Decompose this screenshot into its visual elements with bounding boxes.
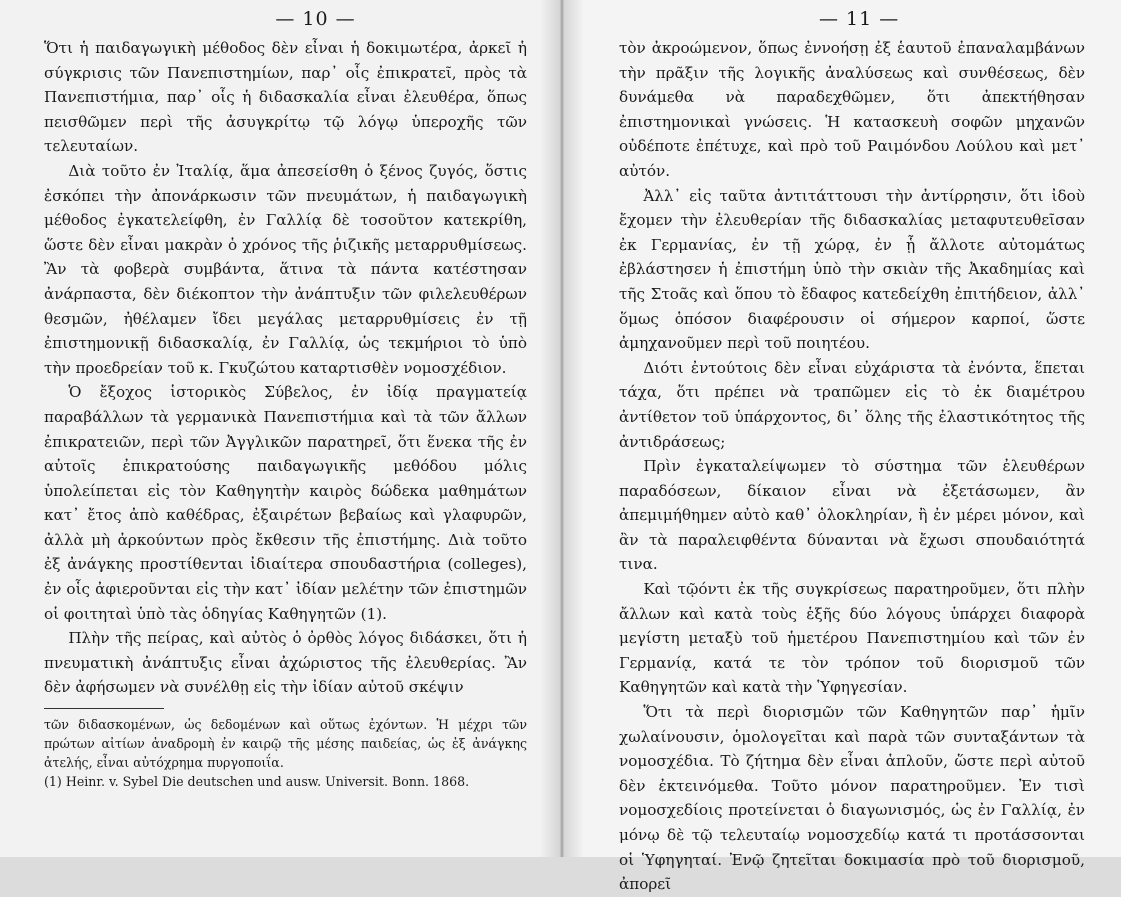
paragraph: Ὅτι τὰ περὶ διορισμῶν τῶν Καθηγητῶν παρ᾽ ἡμῖν χωλαίνουσιν, ὁμολογεῖται καὶ παρὰ τῶν συνταξάντων τὰ νομοσχέδια. Τὸ ζήτημα δὲν εἶναι ἁπλοῦν, ὥστε περὶ αὐτοῦ δὲν ἐκτεινόμεθα. Τοῦτο μόνον παρατηροῦμεν. Ἐν τισὶ νομοσχεδίοις προτείνεται ὁ διαγωνισμός, ὡς ἐν Γαλλίᾳ, ἐν μόνῳ δὲ τῷ τελευταίῳ νομοσχεδίῳ κατά τι προτάσσονται οἱ Ὑφηγηταί. Ἐνῷ ζητεῖται δοκιμασία πρὸ τοῦ διορισμοῦ, ἀπορεῖ xyxy=(619,703,1085,894)
footnotes xyxy=(44,715,527,791)
footnote: τῶν διδασκομένων, ὡς δεδομένων καὶ οὕτως ἐχόντων. Ἡ μέχρι τῶν πρώτων αἰτίων ἀναδρομὴ ἐν καιρῷ τῆς μέσης παιδείας, ὡς ἐξ ἀνάγκης ἀτελής, εἶναι αὐτόχρημα πυργοποιΐα. xyxy=(44,717,527,771)
paragraph: Διότι ἐντούτοις δὲν εἶναι εὐχάριστα τὰ ἐνόντα, ἕπεται τάχα, ὅτι πρέπει νὰ τραπῶμεν εἰς τὸ ἐκ διαμέτρου ἀντίθετον τοῦ ὑπάρχοντος, δι᾽ ὅλης τῆς ἐλαστικότητος τῆς ἀντιδράσεως; xyxy=(619,358,1085,451)
footnote-divider xyxy=(44,708,164,709)
paragraph: Καὶ τῷόντι ἐκ τῆς συγκρίσεως παρατηροῦμεν, ὅτι πλὴν ἄλλων καὶ κατὰ τοὺς ἑξῆς δύο λόγους ὑπάρχει διαφορὰ μεγίστη μεταξὺ τοῦ ἡμετέρου Πανεπιστημίου καὶ τῶν ἐν Γερμανίᾳ, κατά τε τὸν τρόπον τοῦ διορισμοῦ τῶν Καθηγητῶν καὶ κατὰ τὴν Ὑφηγεσίαν. xyxy=(619,580,1085,697)
paragraph: Πλὴν τῆς πείρας, καὶ αὐτὸς ὁ ὀρθὸς λόγος διδάσκει, ὅτι ἡ πνευματικὴ ἀνάπτυξις εἶναι ἀχώριστος τῆς ἐλευθερίας. Ἂν δὲν ἀφήσωμεν νὰ συνέλθῃ εἰς τὴν ἰδίαν αὐτοῦ σκέψιν xyxy=(44,629,527,697)
paragraph: Ἀλλ᾽ εἰς ταῦτα ἀντιτάττουσι τὴν ἀντίρρησιν, ὅτι ἰδοὺ ἔχομεν τὴν ἐλευθερίαν τῆς διδασκαλίας μεταφυτευθεῖσαν ἐκ Γερμανίας, ἐν τῇ χώρᾳ, ἐν ᾗ ἄλλοτε αὐτομάτως ἐβλάστησεν ἡ ἐπιστήμη ὑπὸ τὴν σκιὰν τῆς Ἀκαδημίας καὶ τῆς Στοᾶς καὶ ὅπου τὸ ἔδαφος κατεδείχθη ἐπιτήδειον, ἀλλ᾽ ὅμως ὁπόσον διαφέρουσιν οἱ σήμερον καρποί, ὥστε ἀμηχανοῦμεν περὶ τοῦ ποιητέου. xyxy=(619,186,1085,353)
page-number: — 10 — xyxy=(275,8,356,30)
body-text xyxy=(619,36,1085,897)
paragraph: Διὰ τοῦτο ἐν Ἰταλίᾳ, ἅμα ἀπεσείσθη ὁ ξένος ζυγός, ὅστις ἐσκόπει τὴν ἀπονάρκωσιν τῶν πνευμάτων, ἡ παιδαγωγικὴ μέθοδος ἐγκατελείφθη, ἐν Γαλλίᾳ δὲ τοσοῦτον κατεκρίθη, ὥστε δὲν εἶναι μακρὰν ὁ χρόνος τῆς ῥιζικῆς μεταρρυθμίσεως. Ἂν τὰ φοβερὰ συμβάντα, ἅτινα τὰ πάντα κατέστησαν ἀνάρπαστα, δὲν διέκοπτον τὴν ἀνάπτυξιν τῶν φιλελευθέρων θεσμῶν, ἠθέλαμεν ἴδει μεγάλας μεταρρυθμίσεις ἐν τῇ ἐπιστημονικῇ διδασκαλίᾳ, ἐν Γαλλίᾳ, ὡς τεκμήριοι τὸ ὑπὸ τὴν προεδρείαν τοῦ κ. Γκυζώτου καταρτισθὲν νομοσχέδιον. xyxy=(44,161,527,377)
left-page xyxy=(0,0,561,857)
paragraph: Ὁ ἔξοχος ἱστορικὸς Σύβελος, ἐν ἰδίᾳ πραγματείᾳ παραβάλλων τὰ γερμανικὰ Πανεπιστήμια καὶ τὰ τῶν ἄλλων ἐπικρατειῶν, περὶ τῶν Ἀγγλικῶν παρατηρεῖ, ὅτι ἕνεκα τῆς ἐν αὐτοῖς ἐπικρατούσης παιδαγωγικῆς μεθόδου μόλις ὑπολείπεται εἰς τὸν Καθηγητὴν καιρὸς δώδεκα μαθημάτων κατ᾽ ἔτος ἀπὸ καθέδρας, ἐξαιρέτων βεβαίως καὶ γλαφυρῶν, ἀλλὰ μὴ ἀρκούντων πρὸς ἔκθεσιν τῆς ἐπιστήμης. Διὰ τοῦτο ἐξ ἀνάγκης προστίθενται ἰδιαίτερα σπουδαστήρια (colleges), ἐν οἷς ἀφιεροῦνται εἰς τὴν κατ᾽ ἰδίαν μελέτην τῶν ἐπιστημῶν οἱ φοιτηταὶ ὑπὸ τὰς ὁδηγίας Καθηγητῶν (1). xyxy=(44,383,527,623)
body-text xyxy=(44,36,527,700)
page-number: — 11 — xyxy=(819,8,900,30)
right-page xyxy=(561,0,1121,894)
paragraph: Πρὶν ἐγκαταλείψωμεν τὸ σύστημα τῶν ἐλευθέρων παραδόσεων, δίκαιον εἶναι νὰ ἐξετάσωμεν, ἂν ἀπεμιμήθημεν αὐτὸ καθ᾽ ὁλοκληρίαν, ἢ ἐν μέρει μόνον, καὶ ἂν τὰ παραλειφθέντα δύνανται νὰ ἔχωσι σπουδαιότητά τινα. xyxy=(619,457,1085,574)
paragraph: τὸν ἀκροώμενον, ὅπως ἐννοήσῃ ἐξ ἑαυτοῦ ἐπαναλαμβάνων τὴν πρᾶξιν τῆς λογικῆς ἀναλύσεως καὶ συνθέσεως, δὲν δυνάμεθα νὰ παραδεχθῶμεν, ὅτι ἀπεκτήθησαν ἐπιστημονικαὶ γνώσεις. Ἡ κατασκευὴ σοφῶν μηχανῶν οὐδέποτε ἐπέτυχε, καὶ πρὸ τοῦ Ραιμόνδου Λούλου καὶ μετ᾽ αὐτόν. xyxy=(619,39,1085,180)
footnote: (1) Heinr. v. Sybel Die deutschen und ausw. Universit. Bonn. 1868. xyxy=(44,774,470,790)
paragraph: Ὅτι ἡ παιδαγωγικὴ μέθοδος δὲν εἶναι ἡ δοκιμωτέρα, ἀρκεῖ ἡ σύγκρισις τῶν Πανεπιστημίων, παρ᾽ οἷς ἐπικρατεῖ, πρὸς τὰ Πανεπιστήμια, παρ᾽ οἷς ἡ διδασκαλία εἶναι ἐλευθέρα, ὅπως πεισθῶμεν περὶ τῆς ἀσυγκρίτῳ τῷ λόγῳ ὑπεροχῆς τῶν τελευταίων. xyxy=(44,39,527,156)
